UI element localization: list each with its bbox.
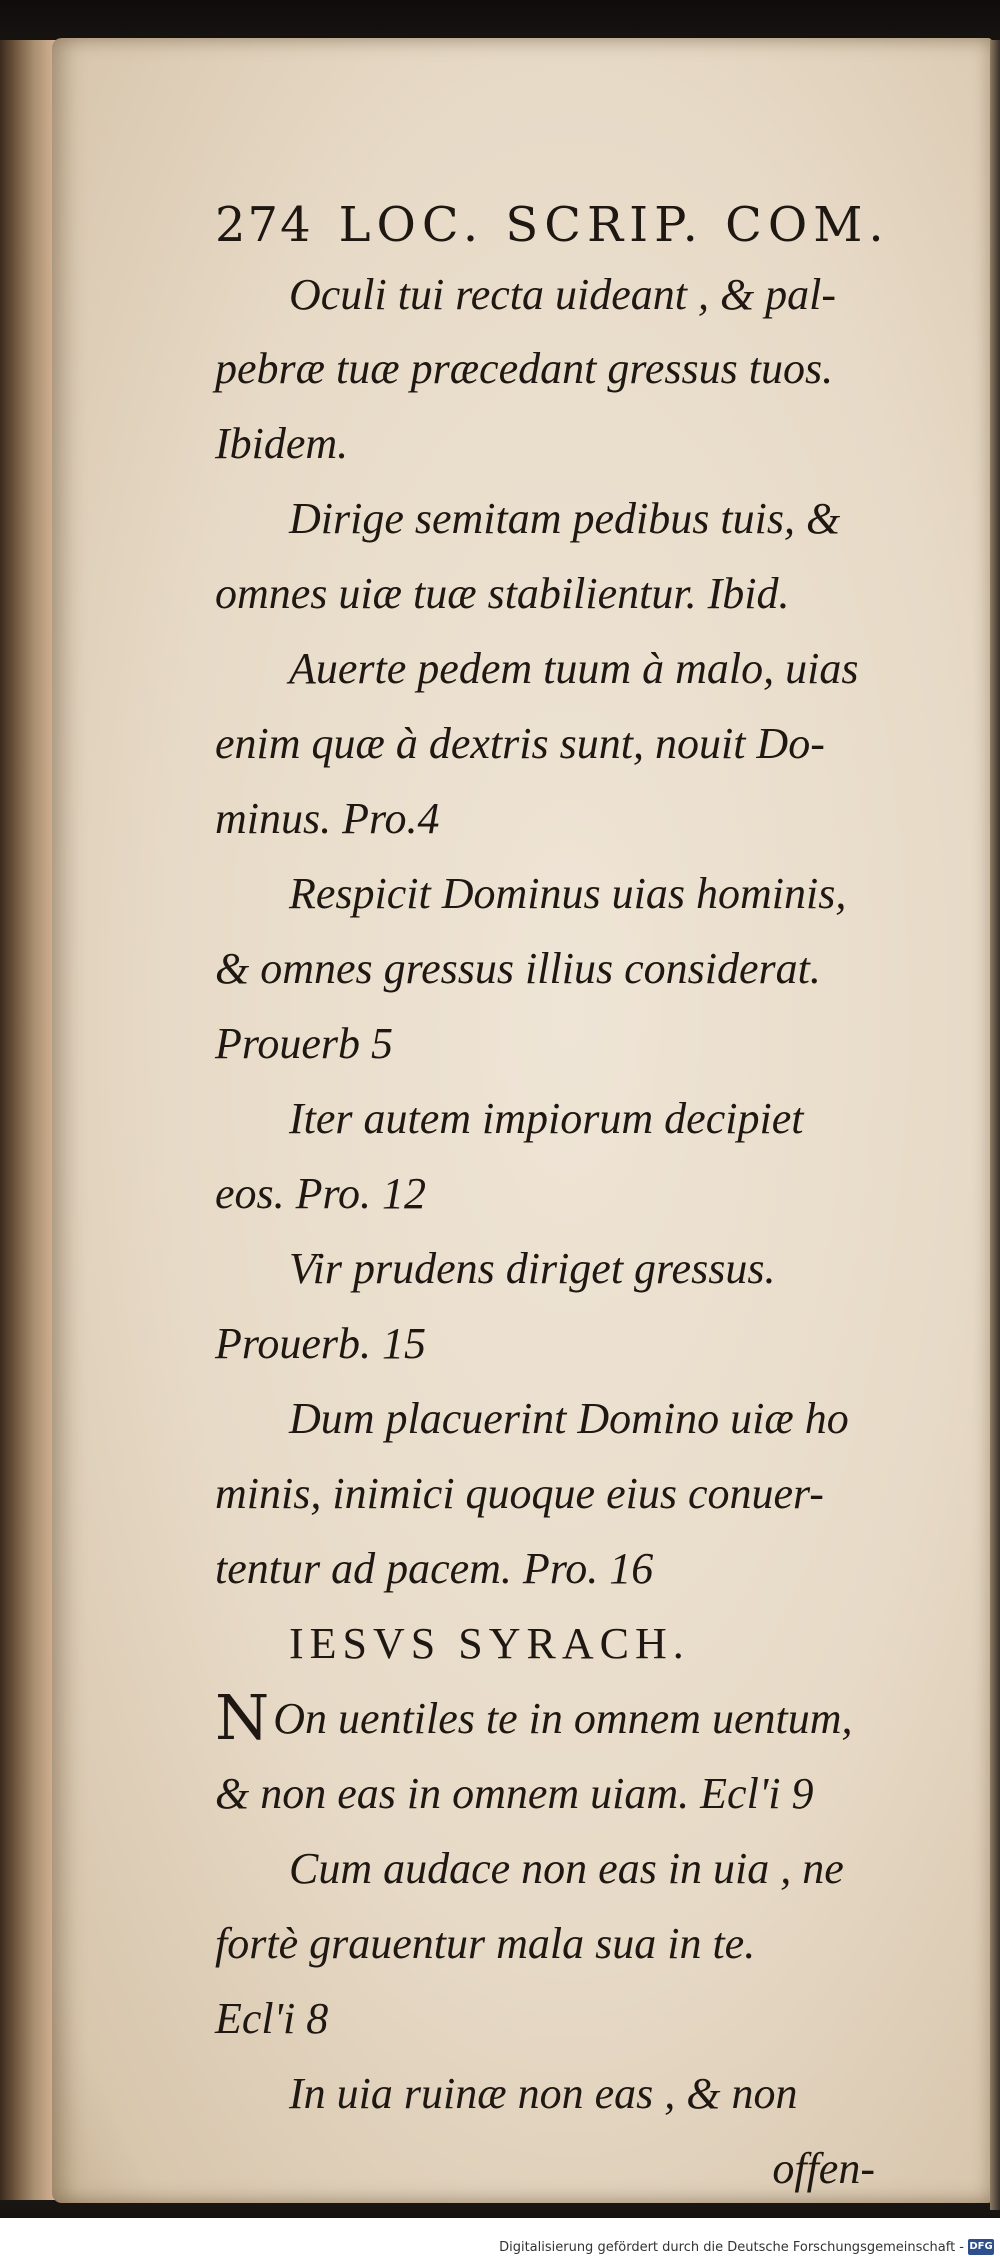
text-line: Respicit Dominus uias hominis, xyxy=(289,869,847,918)
text-line: Cum audace non eas in uia , ne xyxy=(289,1844,844,1893)
text-line: enim quæ à dextris sunt, nouit Do- xyxy=(215,719,825,768)
text-line: Oculi tui recta uideant , & pal- xyxy=(289,270,837,319)
text-line: Auerte pedem tuum à malo, uias xyxy=(289,644,859,693)
text-line-content: On uentiles te in omnem uentum, xyxy=(273,1694,853,1743)
text-line: In uia ruinæ non eas , & non xyxy=(289,2069,798,2118)
text-line: & omnes gressus illius considerat. xyxy=(215,944,821,993)
text-line: & non eas in omnem uiam. Ecl'i 9 xyxy=(215,1769,814,1818)
text-line: omnes uiæ tuæ stabilientur. Ibid. xyxy=(215,569,790,618)
text-line: minis, inimici quoque eius conuer- xyxy=(215,1469,824,1518)
text-line: Dum placuerint Domino uiæ ho xyxy=(289,1394,849,1443)
text-line: eos. Pro. 12 xyxy=(215,1169,427,1218)
running-title: LOC. SCRIP. COM. xyxy=(338,197,890,253)
text-line: Prouerb 5 xyxy=(215,1019,394,1068)
text-line: fortè grauentur mala sua in te. xyxy=(215,1919,756,1968)
text-line: Dirige semitam pedibus tuis, & xyxy=(289,494,841,543)
dfg-logo: DFG xyxy=(968,2239,994,2255)
drop-capital: N xyxy=(215,1681,270,1754)
text-line: Iter autem impiorum decipiet xyxy=(289,1094,804,1143)
section-heading: IESVS SYRACH. xyxy=(289,1619,690,1668)
text-line: Prouerb. 15 xyxy=(215,1319,427,1368)
text-line: Ibidem. xyxy=(215,419,349,468)
catchword: offen- xyxy=(772,2144,875,2193)
text-line xyxy=(215,1681,915,1756)
text-line: Ecl'i 8 xyxy=(215,1994,329,2043)
page-edge xyxy=(990,40,1000,2210)
funding-credit: Digitalisierung gefördert durch die Deutsche Forschungsgemeinschaft - xyxy=(499,2240,964,2255)
text-line: Vir prudens diriget gressus. xyxy=(289,1244,776,1293)
running-header xyxy=(215,195,915,259)
page-text xyxy=(215,195,915,2206)
page-number: 274 xyxy=(215,197,313,253)
text-line: tentur ad pacem. Pro. 16 xyxy=(215,1544,654,1593)
text-line: pebræ tuæ præcedant gressus tuos. xyxy=(215,344,834,393)
text-line: minus. Pro.4 xyxy=(215,794,440,843)
